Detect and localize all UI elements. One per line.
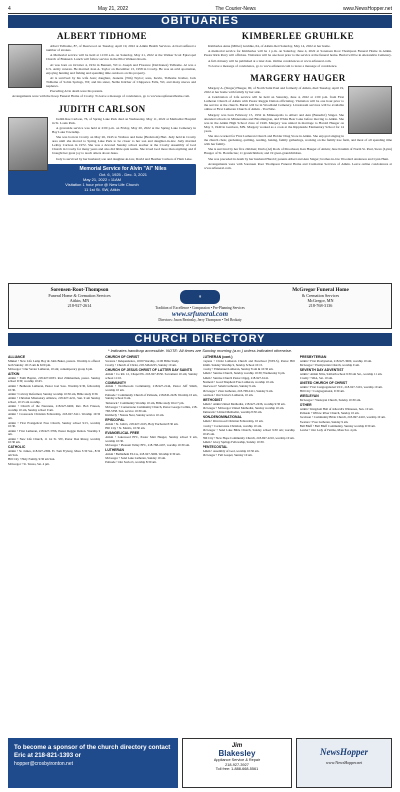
directory-section-heading: CATHOLIC bbox=[8, 445, 26, 450]
directory-entry: Aitkin • First Congregational UCC, 218-927-3101, worship 10 am. bbox=[299, 385, 383, 389]
directory-entry: Aitkin • Church of the Nazarene, 218-927-6460, Rev. Bob Frieson, worship 10 am, Sunday school 9 am. bbox=[8, 404, 101, 413]
directory-section-heading: CHURCH OF JESUS CHRIST OF LATTER DAY SAINTS bbox=[105, 368, 193, 373]
obit-paragraph: She was born in Crosby on May 26, 1945 to Wallace and Irene (Hedstrom) Hart. Judy held in Crosby area until she moved to Spring Lake Park to be closer to her son and daughter-in-law. Judy married LeRoy Carlson in 1972. She was a devoted Sunday school teacher at the Crosby Assembly of God Church in Crosby for many years and also did bible quiz teams. She loved God more than anything and if brought her great joy to teach others about Jesus. bbox=[52, 135, 196, 156]
portrait-photo bbox=[8, 117, 48, 171]
obit-title-kimberlee: KIMBERLEE GRUHLKE bbox=[241, 31, 355, 41]
directory-entry: Aitkin • Sunrise Church, Sunday worship 10:30; Wednesday 6 pm. bbox=[202, 371, 286, 376]
sponsor-promo-text: To become a sponsor of the church directory contact Eric at 218-821-1393 or bbox=[14, 744, 171, 759]
obit-paragraph: She also worked for First Lutheran Church and Holder Drug Store in Aitkin. She enjoyed singing in the church choir, gardening, quilting, reading, baking, family gatherings, working on the family tree farm, and most of all spending time with her family. bbox=[204, 134, 392, 147]
obit-paragraph: Al was born on October 4, 1934 in Bennett, WI to Joseph and Florence (DeChanez) Tidhome. Al was a U.S. Army veteran. He married Jean A. Taylor on December 13, 1958 in Crosby. He was an avid sportsman, enjoying hunting and fishing and spending time outdoors on his property. bbox=[46, 62, 196, 75]
funeral-home-city: Aitkin, MN bbox=[69, 298, 90, 303]
obit-paragraph: Kimberlee Anne (Miller) Gruhlke, 64, of Aitkin died Saturday, May 14, 2022 at her home. bbox=[208, 44, 331, 48]
directory-entry: Swatara • Independence, 10:00 Worship, 11:00 Bible Study. bbox=[105, 358, 180, 363]
obit-body-kimberlee bbox=[204, 44, 392, 68]
funeral-home-logo: ✝ bbox=[180, 290, 220, 304]
paper-name: The Courier-News bbox=[215, 5, 256, 12]
page-date: May 21, 2022 bbox=[97, 5, 129, 12]
directory-section-heading: EPISCOPAL bbox=[105, 417, 125, 422]
directory-section-heading: LUTHERAN bbox=[105, 447, 124, 452]
funeral-home-subtitle: & Cremation Services bbox=[301, 293, 340, 298]
directory-column bbox=[8, 355, 100, 735]
directory-column bbox=[203, 355, 295, 735]
directory-entry: Aitkin • New Life Church, 11 1st St. SW, Pastor Don Ristey, worship 10:30 am. bbox=[8, 436, 101, 445]
directory-entry: Aitkin • Crossroads Christian Fellowship, 218-927-3411. Worship 10:30 am. bbox=[8, 412, 101, 421]
directory-column bbox=[105, 355, 197, 735]
directory-entry: Brainerd • Good Shepherd Free Lutheran, worship 10 am. bbox=[202, 380, 275, 385]
page-header bbox=[8, 4, 392, 14]
directory-entry: Aitkin • Christian Missionary Alliance, 218-927-4211, Sun. 9 am Sunday school, 10:15 am worship. bbox=[8, 396, 101, 404]
obit-paragraph: She was preceded in death by her husband Harold; parents Albert and Ann Singer; brother-in-law Woodard Anderson and Lynn Hunt. bbox=[208, 156, 389, 161]
directory-section-heading: PENTECOSTAL bbox=[202, 445, 228, 450]
directory-entry: Hill City • Holy Family, 9:30 am Sun. bbox=[8, 457, 56, 462]
directory-entry: Hill City • St. Mark's, 10:30 am. bbox=[105, 426, 146, 431]
directory-entry: Swatara • Free Lutheran, Sunday 9 am. bbox=[299, 419, 349, 424]
directory-entry: Aitkin • Calvary Reformed, Sunday worship 10:30 am, Bible study 9:30. bbox=[8, 391, 99, 396]
directory-section-heading: LUTHERAN (cont.) bbox=[202, 355, 233, 360]
directory-entry: Aitkin • Northwoods Community, 218-927-2144, Pastor Jeff Smith, worship 10 am. bbox=[105, 384, 198, 393]
memorial-dates: Oct. 6, 1925 - Dec. 3, 2021 bbox=[98, 171, 148, 177]
directory-entry: Crosby • Emmanuel Lutheran, Sunday 8 am & 10:30 am. bbox=[202, 367, 274, 372]
directory-entry: McGregor • Wesleyan Church, Sunday 10:30 am. bbox=[299, 398, 362, 403]
obit-paragraph: A Celebration of Life service will be held on Saturday, June 4, 2022 at 1:00 p.m. from First Lutheran Church of Aitkin with Pastor Reggie Deiton officiating. Visitation will be one hour prior to the service at the church. Burial will be in Woodland Cemetery. Livestream services will be available online at First Lutheran Church of Aitkin - YouTube. bbox=[204, 95, 344, 112]
directory-section-heading: WESLEYAN bbox=[299, 394, 319, 399]
directory-entry: Aitkin • St. James, 218-927-2306. Fr. Tom Fryberg. Mass 5:30 Sat., 8:30 am Sun. bbox=[8, 449, 101, 457]
directory-section-heading: UNITED CHURCH OF CHRIST bbox=[299, 381, 348, 386]
site-url: www.NewsHopper.net bbox=[343, 5, 392, 12]
funeral-home-url: www.srfuneral.com bbox=[171, 310, 229, 318]
directory-entry: Aitkin • Riverwood Christian Fellowship, 10 am. bbox=[202, 419, 264, 424]
obituaries-section bbox=[8, 31, 392, 329]
directory-entry: Hill City • Congregational, 9:30 am. bbox=[299, 389, 345, 394]
directory-section-heading: METHODIST bbox=[202, 398, 223, 403]
directory-entry: Aitkin • First Lutheran, 218-927-3766, Pastor Reggie Deiton. Worship 9 am. bbox=[8, 428, 101, 437]
directory-entry: McGregor • Sand Lake Bible Church, Sunday school 9:30 am; worship 10:45 am. bbox=[202, 427, 295, 436]
obit-paragraph: Arrangements were with the Koop Funeral Home of Crosby. To leave a message of condolence, go to www.koopfuneralhome.com. bbox=[12, 94, 190, 99]
directory-entry: Crosby • SDA, Sat. 10 am. bbox=[299, 376, 333, 381]
obit-paragraph: A graveside service was held at 2:00 p.m. on Friday, May 20, 2022 at the Spring Lake Cemetery in Bay Lake Township. bbox=[52, 125, 196, 135]
directory-section-heading: PRESBYTERIAN bbox=[299, 355, 327, 360]
newshopper-url[interactable]: www.NewsHopper.net bbox=[325, 760, 363, 765]
appliance-ad bbox=[182, 738, 292, 788]
memorial-title: Memorial Service for Alvin "Al" Niles bbox=[79, 165, 167, 172]
funeral-home-phone: 218-927-2614 bbox=[67, 303, 92, 308]
obit-title-margery: MARGERY HAUGER bbox=[250, 72, 346, 83]
newshopper-logo: NewsHopper bbox=[320, 747, 368, 757]
directory-entry: Mikkel • New Life Lamp Boy & John Baker, pastors. Worship is offered both Sunday 10:15 am & 6:00 pm. bbox=[8, 358, 101, 367]
obit-paragraph: Preceding Al in death were his parents. bbox=[50, 89, 104, 94]
directory-section-heading: COMMUNITY bbox=[105, 380, 127, 385]
directory-entry: McGregor • Sand Lake Lutheran, Sunday 10 am. bbox=[105, 455, 166, 460]
directory-section-heading: ALLIANCE bbox=[8, 355, 26, 360]
obit-paragraph: Albert Tidhome, 87, of Deerwood on Tuesday, April 19, 2022 at Aitkin Health Services. Al had suffered a number of strokes. bbox=[46, 44, 196, 53]
obit-paragraph: Margery was born February 15, 1932 in Minneapolis to Albert and Ann (Benedict) Singer. She attended schools in Minnetonka and Bloomington, and White Bear Lake before moving to Aitkin. She was in the Aitkin High School class of 1949. Margery was united in marriage to Harold Hauger on May 3, 1949 in Garrison, MN. Margery worked as a cook at the Rippleside Elementary School for 14 years. bbox=[204, 112, 344, 133]
directory-section-heading: EVANGELICAL FREE bbox=[105, 431, 140, 435]
directory-entry: McGregor • Cornerstone Community Church, Pastor George Collins, 218-768-3358. Sun. service 10:30 am. bbox=[105, 404, 198, 413]
obituaries-banner: OBITUARIES bbox=[8, 15, 392, 28]
obit-paragraph: Arrangements were with Sorensen Root Thompson Funeral Home and Cremation Services of Aitkin. Leave online condolences at www.srfuneral.com. bbox=[204, 161, 392, 170]
funeral-home-ad bbox=[8, 283, 392, 329]
ad-brand: Blakesley bbox=[218, 749, 256, 758]
directory-entry: Jacobson • Community Bible Church, 218-697-2410, worship 10 am. bbox=[299, 415, 386, 420]
obit-paragraph: Judy is survived by her husband; son and daughter-in-law, David and Heather Carlson of Ham Lake. bbox=[56, 156, 193, 161]
directory-entry: McGregor • Zion Lutheran, 218-768-2411, Sunday 9 am. bbox=[202, 388, 274, 393]
directory-entry: Aitkin • First Evangelical Free Church, Sunday school 9:15, worship 10:30. bbox=[8, 420, 101, 429]
page-number: 4 bbox=[8, 5, 11, 12]
directory-entry: Aitkin • Bethlehem ELCA, 218-927-3606. Worship 9:30 am. bbox=[105, 451, 181, 456]
directory-section-heading: OTHER bbox=[299, 402, 312, 407]
directory-entry: Aitkin • Sunrise Church Pastor Orgeg, 218-927-6141. bbox=[202, 375, 270, 380]
ad-owner-name: Jim bbox=[231, 743, 243, 749]
directory-entry: Aitkin • Aitkin SDA, Sabbath school 9:30 am Sat., worship 11 am. bbox=[299, 371, 383, 376]
obit-column-right bbox=[204, 31, 392, 171]
newshopper-ad bbox=[296, 738, 392, 788]
funeral-home-left bbox=[9, 284, 150, 328]
directory-entry: McGregor • St. Teresa, Sat. 4 pm. bbox=[8, 461, 50, 466]
sponsor-email-link[interactable]: hopper@crosbyironton.net bbox=[14, 761, 73, 767]
directory-entry: Cuyuna • Christ Lutheran Church and Preschool (WELS), Pastor Bill Smith. Sunday Worship 9, Sunday School 10:15. bbox=[202, 358, 295, 367]
directory-entry: Aitkin • St. John's, 218-927-2165, Holy Eucharist 8:30 am. bbox=[105, 421, 179, 426]
memorial-service-time: May 21, 2022 • 11AM bbox=[82, 176, 121, 182]
directory-entry: Palisade • Our Savior's, worship 8:30 am. bbox=[105, 460, 157, 465]
funeral-home-center bbox=[150, 284, 250, 328]
funeral-home-city: McGregor, MN bbox=[307, 298, 334, 303]
funeral-home-name: Sorensen-Root-Thompson bbox=[50, 287, 109, 293]
obit-title-judith: JUDITH CARLSON bbox=[58, 103, 146, 114]
ad-tollfree: Toll free: 1-888-668-5561 bbox=[215, 767, 259, 772]
directory-entry: McGregor • McGregor United Methodist, Sunday worship 10 am. bbox=[202, 406, 285, 411]
directory-entry: Aitkin • Assembly of God, worship 10:30 am. bbox=[202, 448, 260, 453]
directory-entry: Lawler • Our Lady of Fatima, Mass Sat. 4 pm. bbox=[299, 428, 358, 433]
directory-entry: Ball Bluff • Ball Bluff Community, Sunday worship 9:30 am. bbox=[299, 424, 376, 429]
directory-entry: Crosby • Cornerstone Christian, worship 10 am. bbox=[202, 423, 263, 428]
obit-title-albert: ALBERT TIDHOME bbox=[56, 31, 148, 41]
directory-entry: Aitkin • Co Rd. 12, Chapel Ph. 218-927-6550. Sacrament 10 am; Sunday school 11:10. bbox=[105, 371, 198, 380]
church-directory-banner: CHURCH DIRECTORY bbox=[8, 333, 392, 346]
directory-section-heading: SEVENTH DAY ADVENTIST bbox=[299, 368, 344, 373]
directory-entry: Palisade • Community Church of Palisade, 218-845-2228. Worship 10 am, Sunday school 9 am. bbox=[105, 392, 198, 401]
memorial-address: 11 1st St. SW, Aitkin bbox=[84, 186, 120, 192]
memorial-visitation: Visitation 1 hour prior @ New Life Church bbox=[65, 181, 139, 187]
directory-entry: Kimberly • Nature Nest, Sunday service 10 am. bbox=[105, 413, 165, 418]
obit-paragraph: Margery A. (Singer) Hauger, 90, of North Saint Paul and formerly of Aitkin, died Tuesday, April 19, 2022 at her home with family by her side. bbox=[204, 85, 344, 95]
directory-entry: Hill City • New Hope Community Church, 218-697-2210, worship 10 am. bbox=[202, 435, 295, 440]
directory-entry: Tamarack • Community Worship 10 am, Bible study Wed 7 pm. bbox=[105, 400, 185, 405]
obit-paragraph: A Memorial service will be held at 11:00 a.m. on Saturday, May 21, 2022 at the Walker Scott Episcopal Church of Brainerd. Lunch will follow service in the Pilot Walkers Room. bbox=[46, 53, 196, 62]
directory-entry: Crosby • Church of Christ, 218-546-6225, Sunday 10 am. bbox=[105, 363, 177, 368]
directory-entry: Aitkin • Faith Baptist, 218-927-6033. Rod Zimmerman, pastor. Sunday school 9:30; worship 10:45. bbox=[8, 375, 101, 384]
sponsor-promo bbox=[8, 738, 178, 788]
directory-section-heading: AITKIN bbox=[8, 371, 20, 376]
obit-paragraph: She is survived by her five children; Darla (Al) Rock of Moorhead, Ken Hauger of Aitkin; Jane Krumm of North St. Paul, Steve (Lynn) Hauger of St. Bonifacius; 11 grandchildren; and 19 great-grandchildren. bbox=[204, 147, 392, 156]
directory-entry: Aitkin • Lakewood EFC, Pastor Matt Hauger, Sunday school 9 am, worship 10:30. bbox=[105, 434, 198, 443]
funeral-home-phone: 218-768-3136 bbox=[308, 303, 333, 308]
funeral-home-slogan: Tradition of Excellence • Compassion • Pre-Planning Services bbox=[155, 306, 245, 310]
directory-entry: McGregor • Presbyterian Church, worship 9 am. bbox=[299, 363, 360, 368]
directory-entry: Aitkin • Bethesda Lutheran, Pastor Joel Soto. Worship 9:30, fellowship 10:30. bbox=[8, 383, 101, 392]
directory-entry: Aitkin • First Presbyterian, 218-927-3600, worship 10 am. bbox=[299, 358, 372, 363]
directory-entry: McGregor • Our Savior Lutheran, 10 am; contemporary group 6 pm. bbox=[8, 367, 93, 372]
directory-entry: Deerwood • Salem Lutheran, Sunday 9 am. bbox=[202, 384, 257, 389]
directory-entry: Aitkin • Aitkin United Methodist, 218-927-2436, worship 9:30 am. bbox=[202, 401, 286, 406]
directory-entry: Aitkin • Glory Springs Fellowship, Sunday 10:30. bbox=[202, 440, 265, 445]
funeral-home-directors: Directors: Jason Bezinsky, Jerry Thompson • Ted Brokaty bbox=[158, 318, 242, 322]
ad-service-line: Appliance Service & Repair bbox=[213, 758, 261, 762]
obit-paragraph: A full obituary will be published at a later date. Online condolences at www.srfuneral.com. bbox=[208, 58, 332, 63]
directory-entry: McGregor • Pleasant Valley EFC, 218-768-4167, worship 10:30 am. bbox=[105, 442, 190, 447]
ad-phone: 218-927-3927 bbox=[225, 762, 249, 767]
obit-paragraph: A memorial service for Kimberlee will be 1 p.m. on Saturday, June 4, 2022 at Sorensen Root Thompson Funeral Home in Aitkin. Pastor Rick Perry will officiate. Visitation will be one hour prior to the service at the funeral home. Burial will be in Alexandria Cemetery. bbox=[204, 49, 392, 58]
obit-paragraph: To leave a message of condolence, go to www.srfuneral.com to leave a message of condolence. bbox=[208, 63, 338, 68]
directory-section-heading: CHURCH OF CHRIST bbox=[105, 355, 140, 360]
church-directory-note: * Indicates handicap accessible. NOTE: All times are Sunday morning (a.m.) unless indicated otherwise. bbox=[107, 348, 293, 353]
directory-entry: McGregor • Full Gospel, Sunday 10 am. bbox=[202, 453, 253, 458]
obit-column-left bbox=[8, 31, 196, 198]
directory-entry: Tamarack • United Methodist, worship 8:30 am. bbox=[202, 410, 263, 415]
portrait-photo bbox=[8, 44, 42, 88]
obit-paragraph: Judith Rae Carlson, 76, of Spring Lake Park died on Wednesday, May 11, 2022 at Methodist Hospital in St. Louis Park. bbox=[52, 116, 196, 125]
directory-entry: Palisade • Willow River Church, Sunday 10 am. bbox=[299, 411, 360, 416]
obit-paragraph: Al is survived by his wife Jean; daughter, Jeanette (Tim) Taylor; sons, Kevin, Tidhome brother, Jack Tidhome of Sobin Springs, WI; and his sister, Nellie Kilcher of Chippewa Falls, WI, and many nieces and nephews. bbox=[46, 75, 196, 88]
church-directory-columns bbox=[8, 355, 392, 735]
funeral-home-name: McGregor Funeral Home bbox=[292, 287, 349, 293]
directory-entry: Aitkin • Kingdom Hall of Jehovah's Witnesses, Sun. 10 am. bbox=[299, 406, 374, 411]
directory-section-heading: NON-DENOMINATIONAL bbox=[202, 415, 242, 420]
directory-entry: Garrison • Our Savior's Lutheran, 10 am. bbox=[202, 393, 254, 398]
directory-column bbox=[300, 355, 392, 735]
funeral-home-subtitle: Funeral Home & Cremation Services bbox=[48, 293, 111, 298]
portrait-photo bbox=[348, 86, 392, 134]
funeral-home-right bbox=[250, 284, 391, 328]
